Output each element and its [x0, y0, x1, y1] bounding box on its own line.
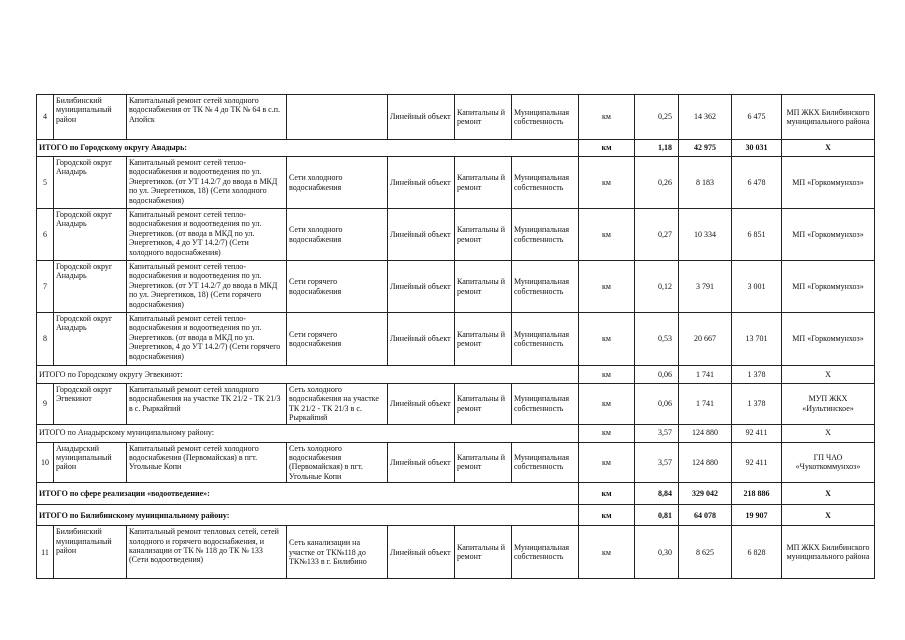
- cost-budget-cell: 13 701: [732, 313, 782, 366]
- length-cell: 0,06: [635, 384, 679, 425]
- network-cell: Сети холодного водоснабжения: [287, 157, 388, 209]
- row-number: 9: [37, 384, 54, 425]
- row-number: 5: [37, 157, 54, 209]
- total-label: ИТОГО по Городскому округу Эгвекинот:: [37, 366, 579, 384]
- length-cell: 0,12: [635, 261, 679, 313]
- total-row: [37, 505, 875, 526]
- cost-total-cell: 8 183: [679, 157, 732, 209]
- total-row: [37, 483, 875, 505]
- total-label: ИТОГО по сфере реализации «водоотведение»:: [37, 483, 579, 505]
- network-cell: Сеть холодного водоснабжения (Первомайская) в пгт. Угольные Копи: [287, 442, 388, 483]
- network-cell: Сети горячего водоснабжения: [287, 261, 388, 313]
- territory-cell: Городской округ Анадырь: [54, 261, 127, 313]
- work-description-cell: Капитальный ремонт сетей холодного водоснабжения от ТК № 4 до ТК № 64 в с.п. Апойск: [127, 95, 287, 140]
- work-kind-cell: Капитальны й ремонт: [455, 209, 512, 261]
- cost-total-cell: 10 334: [679, 209, 732, 261]
- work-kind-cell: Капитальны й ремонт: [455, 313, 512, 366]
- table-row: [37, 209, 875, 261]
- work-description-cell: Капитальный ремонт сетей холодного водоснабжения (Первомайская) в пгт. Угольные Копи: [127, 442, 287, 483]
- length-cell: 0,26: [635, 157, 679, 209]
- table-row: [37, 442, 875, 483]
- work-kind-cell: Капитальны й ремонт: [455, 95, 512, 140]
- cost-total-cell: 20 667: [679, 313, 732, 366]
- length-cell: 0,06: [635, 366, 679, 384]
- unit-cell: км: [579, 95, 635, 140]
- length-cell: 0,81: [635, 505, 679, 526]
- territory-cell: Городской округ Анадырь: [54, 157, 127, 209]
- cost-total-cell: 329 042: [679, 483, 732, 505]
- territory-cell: Билибинский муниципальный район: [54, 95, 127, 140]
- cost-budget-cell: 1 378: [732, 366, 782, 384]
- row-number: 6: [37, 209, 54, 261]
- table-body: [37, 95, 875, 579]
- cost-total-cell: 1 741: [679, 384, 732, 425]
- cost-total-cell: 64 078: [679, 505, 732, 526]
- unit-cell: км: [579, 313, 635, 366]
- cost-budget-cell: 92 411: [732, 442, 782, 483]
- cost-budget-cell: 6 478: [732, 157, 782, 209]
- projects-table: [36, 94, 875, 579]
- total-mark-cell: Х: [782, 424, 875, 442]
- row-number: 8: [37, 313, 54, 366]
- length-cell: 3,57: [635, 424, 679, 442]
- unit-cell: км: [579, 140, 635, 157]
- cost-budget-cell: 92 411: [732, 424, 782, 442]
- organization-cell: МП ЖКХ Билибинского муниципального района: [782, 95, 875, 140]
- work-kind-cell: Капитальны й ремонт: [455, 157, 512, 209]
- length-cell: 8,84: [635, 483, 679, 505]
- table-row: [37, 384, 875, 425]
- total-mark-cell: Х: [782, 366, 875, 384]
- cost-total-cell: 3 791: [679, 261, 732, 313]
- object-type-cell: Линейный объект: [388, 209, 455, 261]
- cost-budget-cell: 6 828: [732, 526, 782, 579]
- ownership-cell: Муниципальная собственность: [512, 95, 579, 140]
- network-cell: Сеть канализации на участке от ТК№118 до ТК№133 в г. Билибино: [287, 526, 388, 579]
- table-row: [37, 526, 875, 579]
- work-description-cell: Капитальный ремонт сетей тепло-водоснабжения и водоотведения по ул. Энергетиков. (от ввода в МКД по ул. Энергетиков, 4 до УТ 14.2/7) (Сети горячего водоснабжения): [127, 313, 287, 366]
- row-number: 7: [37, 261, 54, 313]
- total-row: [37, 140, 875, 157]
- length-cell: 0,25: [635, 95, 679, 140]
- cost-budget-cell: 3 001: [732, 261, 782, 313]
- total-label: ИТОГО по Анадырскому муниципальному району:: [37, 424, 579, 442]
- total-row: [37, 424, 875, 442]
- organization-cell: ГП ЧАО «Чукоткоммунхоз»: [782, 442, 875, 483]
- work-description-cell: Капитальный ремонт сетей холодного водоснабжения на участке ТК 21/2 - ТК 21/3 в с. Рыркайпий: [127, 384, 287, 425]
- ownership-cell: Муниципальная собственность: [512, 442, 579, 483]
- ownership-cell: Муниципальная собственность: [512, 209, 579, 261]
- territory-cell: Анадырский муниципальный район: [54, 442, 127, 483]
- object-type-cell: Линейный объект: [388, 261, 455, 313]
- object-type-cell: Линейный объект: [388, 384, 455, 425]
- row-number: 11: [37, 526, 54, 579]
- territory-cell: Билибинский муниципальный район: [54, 526, 127, 579]
- organization-cell: МП «Горкоммунхоз»: [782, 261, 875, 313]
- unit-cell: км: [579, 261, 635, 313]
- unit-cell: км: [579, 157, 635, 209]
- length-cell: 0,27: [635, 209, 679, 261]
- total-row: [37, 366, 875, 384]
- ownership-cell: Муниципальная собственность: [512, 313, 579, 366]
- cost-budget-cell: 6 851: [732, 209, 782, 261]
- cost-total-cell: 8 625: [679, 526, 732, 579]
- unit-cell: км: [579, 384, 635, 425]
- unit-cell: км: [579, 526, 635, 579]
- work-description-cell: Капитальный ремонт сетей тепло-водоснабжения и водоотведения по ул. Энергетиков. (от УТ 14.2/7 до ввода в МКД по ул. Энергетиков, 18) (Сети холодного водоснабжения): [127, 157, 287, 209]
- total-mark-cell: Х: [782, 483, 875, 505]
- territory-cell: Городской округ Анадырь: [54, 209, 127, 261]
- total-mark-cell: Х: [782, 505, 875, 526]
- territory-cell: Городской округ Эгвекинот: [54, 384, 127, 425]
- cost-budget-cell: 6 475: [732, 95, 782, 140]
- unit-cell: км: [579, 483, 635, 505]
- cost-total-cell: 42 975: [679, 140, 732, 157]
- cost-budget-cell: 30 031: [732, 140, 782, 157]
- work-description-cell: Капитальный ремонт тепловых сетей, сетей холодного и горячего водоснабжения, и канализации от ТК № 118 до ТК № 133 (Сети водоотведения): [127, 526, 287, 579]
- network-cell: [287, 95, 388, 140]
- ownership-cell: Муниципальная собственность: [512, 261, 579, 313]
- unit-cell: км: [579, 505, 635, 526]
- work-kind-cell: Капитальны й ремонт: [455, 261, 512, 313]
- table-row: [37, 95, 875, 140]
- cost-total-cell: 124 880: [679, 442, 732, 483]
- organization-cell: МУП ЖКХ «Иультинское»: [782, 384, 875, 425]
- total-mark-cell: Х: [782, 140, 875, 157]
- row-number: 10: [37, 442, 54, 483]
- organization-cell: МП «Горкоммунхоз»: [782, 209, 875, 261]
- cost-total-cell: 124 880: [679, 424, 732, 442]
- cost-budget-cell: 218 886: [732, 483, 782, 505]
- ownership-cell: Муниципальная собственность: [512, 157, 579, 209]
- network-cell: Сети горячего водоснабжения: [287, 313, 388, 366]
- object-type-cell: Линейный объект: [388, 526, 455, 579]
- cost-total-cell: 14 362: [679, 95, 732, 140]
- total-label: ИТОГО по Городскому округу Анадырь:: [37, 140, 579, 157]
- network-cell: Сети холодного водоснабжения: [287, 209, 388, 261]
- organization-cell: МП «Горкоммунхоз»: [782, 313, 875, 366]
- table-row: [37, 261, 875, 313]
- work-description-cell: Капитальный ремонт сетей тепло-водоснабжения и водоотведения по ул. Энергетиков. (от ввода в МКД по ул. Энергетиков, 4 до УТ 14.2/7) (Сети холодного водоснабжения): [127, 209, 287, 261]
- unit-cell: км: [579, 366, 635, 384]
- organization-cell: МП ЖКХ Билибинского муниципального района: [782, 526, 875, 579]
- table-row: [37, 313, 875, 366]
- total-label: ИТОГО по Билибинскому муниципальному району:: [37, 505, 579, 526]
- unit-cell: км: [579, 442, 635, 483]
- work-description-cell: Капитальный ремонт сетей тепло-водоснабжения и водоотведения по ул. Энергетиков. (от УТ 14.2/7 до ввода в МКД по ул. Энергетиков, 18) (Сети горячего водоснабжения): [127, 261, 287, 313]
- row-number: 4: [37, 95, 54, 140]
- work-kind-cell: Капитальны й ремонт: [455, 384, 512, 425]
- cost-budget-cell: 19 907: [732, 505, 782, 526]
- ownership-cell: Муниципальная собственность: [512, 384, 579, 425]
- object-type-cell: Линейный объект: [388, 442, 455, 483]
- length-cell: 0,30: [635, 526, 679, 579]
- ownership-cell: Муниципальная собственность: [512, 526, 579, 579]
- length-cell: 1,18: [635, 140, 679, 157]
- cost-total-cell: 1 741: [679, 366, 732, 384]
- object-type-cell: Линейный объект: [388, 313, 455, 366]
- table-row: [37, 157, 875, 209]
- organization-cell: МП «Горкоммунхоз»: [782, 157, 875, 209]
- unit-cell: км: [579, 424, 635, 442]
- length-cell: 0,53: [635, 313, 679, 366]
- work-kind-cell: Капитальны й ремонт: [455, 442, 512, 483]
- object-type-cell: Линейный объект: [388, 95, 455, 140]
- territory-cell: Городской округ Анадырь: [54, 313, 127, 366]
- unit-cell: км: [579, 209, 635, 261]
- object-type-cell: Линейный объект: [388, 157, 455, 209]
- network-cell: Сеть холодного водоснабжения на участке ТК 21/2 - ТК 21/3 в с. Рыркайпий: [287, 384, 388, 425]
- cost-budget-cell: 1 378: [732, 384, 782, 425]
- work-kind-cell: Капитальны й ремонт: [455, 526, 512, 579]
- length-cell: 3,57: [635, 442, 679, 483]
